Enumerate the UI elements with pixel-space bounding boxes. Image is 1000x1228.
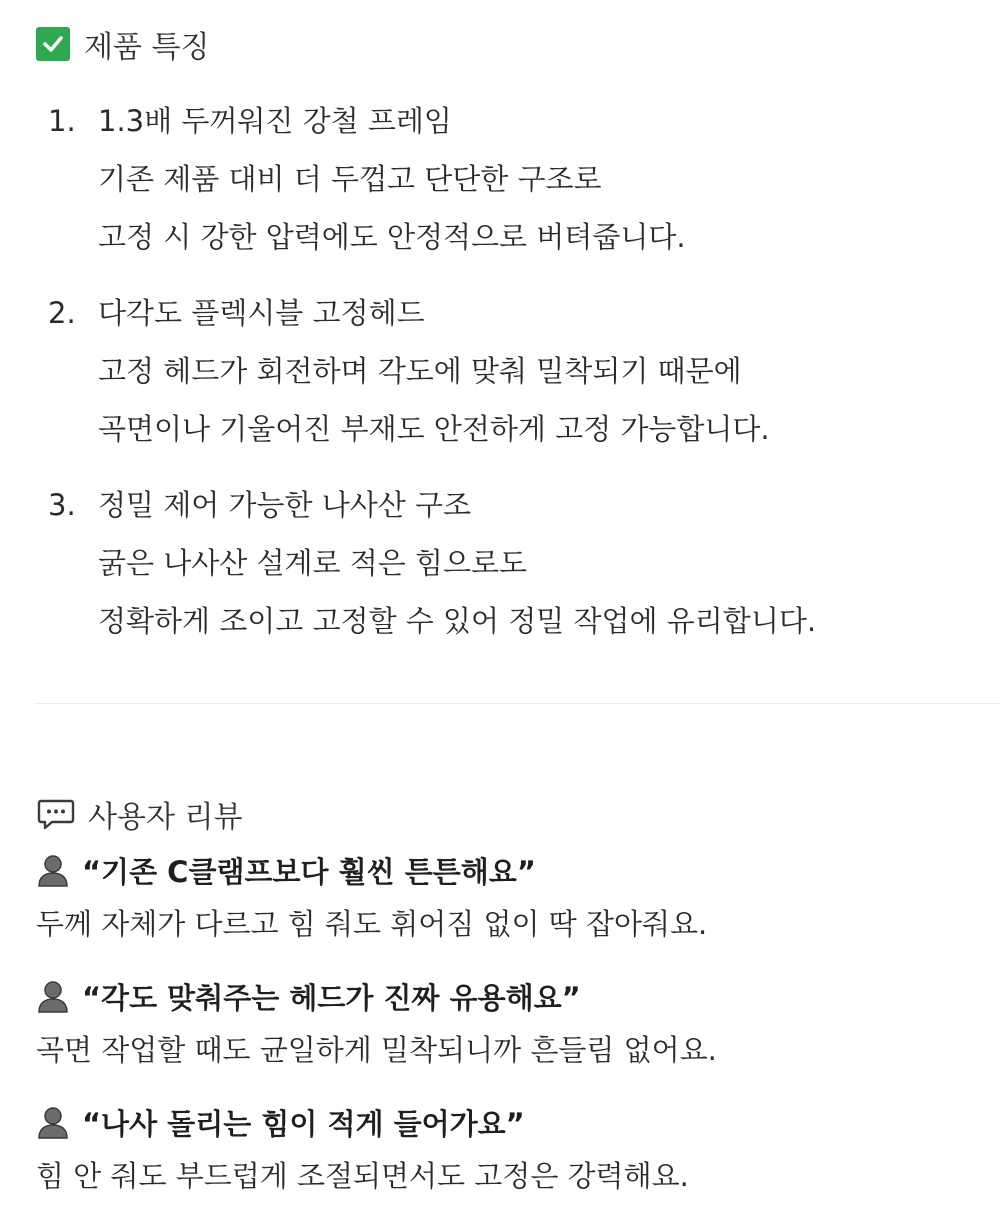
review-item xyxy=(36,966,986,1078)
reviews-header xyxy=(36,788,986,840)
feature-number: 3. xyxy=(48,488,76,522)
feature-heading: 정밀 제어 가능한 나사산 구조 xyxy=(98,488,472,522)
person-silhouette-icon xyxy=(36,853,70,887)
feature-description-line: 고정 헤드가 회전하며 각도에 맞춰 밀착되기 때문에 xyxy=(98,354,742,388)
person-silhouette-icon xyxy=(36,1105,70,1139)
feature-description-line: 정확하게 조이고 고정할 수 있어 정밀 작업에 유리합니다. xyxy=(98,604,817,638)
review-item xyxy=(36,1092,986,1204)
feature-item xyxy=(36,284,986,458)
feature-number: 2. xyxy=(48,296,76,330)
feature-list xyxy=(36,92,986,650)
review-body: 두께 자체가 다르고 힘 줘도 휘어짐 없이 딱 잡아줘요. xyxy=(36,907,708,941)
features-header xyxy=(36,20,986,68)
review-body: 곡면 작업할 때도 균일하게 밀착되니까 흔들림 없어요. xyxy=(36,1033,717,1067)
feature-heading: 다각도 플렉시블 고정헤드 xyxy=(98,296,425,330)
review-header xyxy=(36,966,986,1026)
review-item xyxy=(36,840,986,952)
reviews-section xyxy=(36,788,986,1218)
feature-description-line: 굵은 나사산 설계로 적은 힘으로도 xyxy=(98,546,528,580)
feature-description-line: 곡면이나 기울어진 부재도 안전하게 고정 가능합니다. xyxy=(98,412,770,446)
feature-item xyxy=(36,92,986,266)
feature-description-line: 기존 제품 대비 더 두껍고 단단한 구조로 xyxy=(98,162,602,196)
features-section xyxy=(36,20,986,668)
review-header xyxy=(36,1092,986,1152)
features-title: 제품 특징 xyxy=(84,30,210,65)
feature-description-line: 고정 시 강한 압력에도 안정적으로 버텨줍니다. xyxy=(98,220,686,254)
speech-bubble-icon xyxy=(36,794,76,834)
review-quote: “나사 돌리는 힘이 적게 들어가요” xyxy=(82,1106,525,1141)
feature-heading: 1.3배 두꺼워진 강철 프레임 xyxy=(98,104,452,138)
review-header xyxy=(36,840,986,900)
feature-item xyxy=(36,476,986,650)
check-mark-icon xyxy=(36,27,70,61)
review-quote: “기존 C클램프보다 훨씬 튼튼해요” xyxy=(82,854,536,889)
review-quote: “각도 맞춰주는 헤드가 진짜 유용해요” xyxy=(82,980,581,1015)
feature-number: 1. xyxy=(48,104,76,138)
section-divider xyxy=(34,703,1000,704)
person-silhouette-icon xyxy=(36,979,70,1013)
reviews-title: 사용자 리뷰 xyxy=(88,800,243,835)
review-body: 힘 안 줘도 부드럽게 조절되면서도 고정은 강력해요. xyxy=(36,1159,689,1193)
